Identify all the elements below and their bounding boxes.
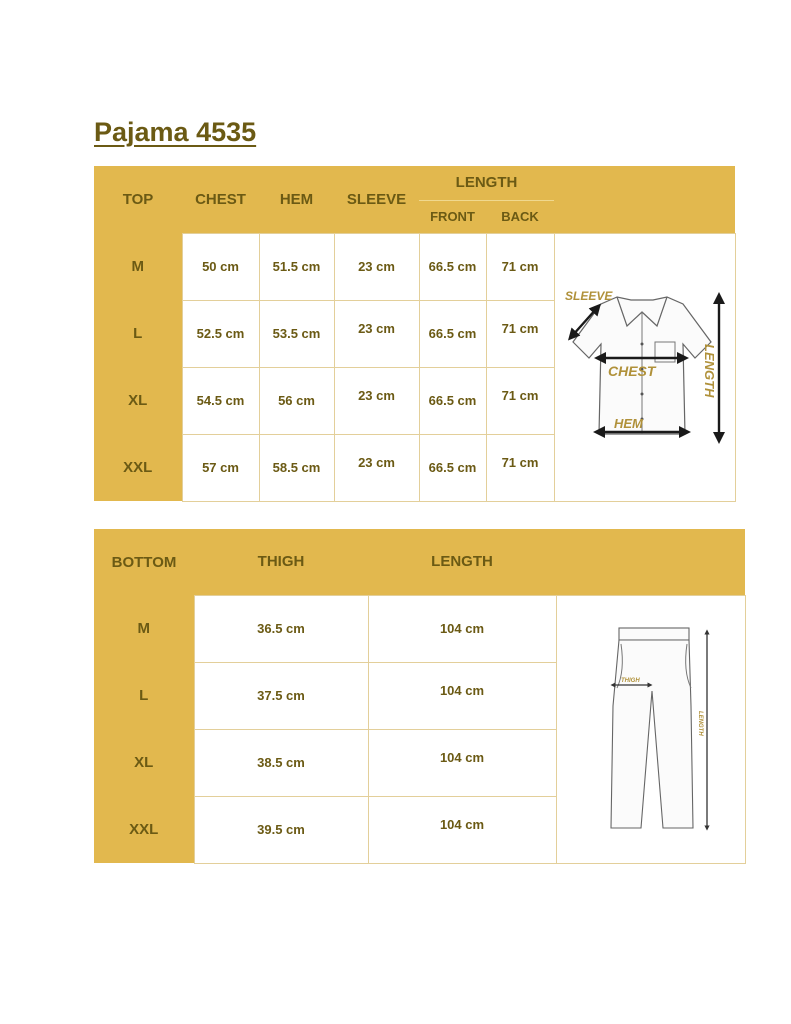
top-size-xl: XL <box>94 367 182 434</box>
bottom-length-l: 104 cm <box>368 662 556 729</box>
front-l: 66.5 cm <box>419 300 486 367</box>
top-size-m: M <box>94 233 182 300</box>
bottom-length-xxl: 104 cm <box>368 796 556 863</box>
top-size-table <box>94 166 736 502</box>
top-size-l: L <box>94 300 182 367</box>
thigh-diagram-label: THIGH <box>620 677 640 684</box>
sleeve-header: SLEEVE <box>334 166 419 233</box>
bottom-length-m: 104 cm <box>368 595 556 662</box>
bottom-size-xxl: XXL <box>94 796 194 863</box>
hem-header: HEM <box>259 166 334 233</box>
thigh-m: 36.5 cm <box>194 595 368 662</box>
bottom-size-header: BOTTOM <box>94 529 194 595</box>
front-xl: 66.5 cm <box>419 367 486 434</box>
chest-xxl: 57 cm <box>182 434 259 501</box>
length-header: LENGTH <box>419 166 554 200</box>
thigh-xxl: 39.5 cm <box>194 796 368 863</box>
front-header: FRONT <box>419 200 486 233</box>
hem-xxl: 58.5 cm <box>259 434 334 501</box>
pants-length-diagram-label: LENGTH <box>696 710 703 736</box>
thigh-header: THIGH <box>194 529 368 595</box>
back-l: 71 cm <box>486 300 554 367</box>
pants-diagram <box>557 596 745 858</box>
sleeve-xl: 23 cm <box>334 367 419 434</box>
front-xxl: 66.5 cm <box>419 434 486 501</box>
thigh-l: 37.5 cm <box>194 662 368 729</box>
hem-m: 51.5 cm <box>259 233 334 300</box>
shirt-diagram-cell <box>554 233 735 501</box>
chest-m: 50 cm <box>182 233 259 300</box>
back-xl: 71 cm <box>486 367 554 434</box>
bottom-length-xl: 104 cm <box>368 729 556 796</box>
back-xxl: 71 cm <box>486 434 554 501</box>
bottom-length-header: LENGTH <box>368 529 556 595</box>
top-size-xxl: XXL <box>94 434 182 501</box>
top-header-blank <box>554 166 735 200</box>
length-diagram-label: LENGTH <box>701 343 717 397</box>
chest-header: CHEST <box>182 166 259 233</box>
hem-xl: 56 cm <box>259 367 334 434</box>
front-m: 66.5 cm <box>419 233 486 300</box>
bottom-size-m: M <box>94 595 194 662</box>
back-header: BACK <box>486 200 554 233</box>
hem-l: 53.5 cm <box>259 300 334 367</box>
shirt-diagram <box>555 234 735 496</box>
bottom-size-xl: XL <box>94 729 194 796</box>
pants-outline <box>611 640 693 828</box>
hem-diagram-label: HEM <box>613 415 643 431</box>
chest-xl: 54.5 cm <box>182 367 259 434</box>
top-header-blank-2 <box>554 200 735 233</box>
sleeve-diagram-label: SLEEVE <box>564 288 612 303</box>
back-m: 71 cm <box>486 233 554 300</box>
sleeve-l: 23 cm <box>334 300 419 367</box>
thigh-xl: 38.5 cm <box>194 729 368 796</box>
sleeve-m: 23 cm <box>334 233 419 300</box>
bottom-size-l: L <box>94 662 194 729</box>
sleeve-xxl: 23 cm <box>334 434 419 501</box>
chest-l: 52.5 cm <box>182 300 259 367</box>
bottom-header-blank <box>556 529 745 595</box>
chest-diagram-label: CHEST <box>607 362 655 379</box>
pants-diagram-cell <box>556 595 745 863</box>
page-title: Pajama 4535 <box>94 117 257 147</box>
bottom-size-table <box>94 529 746 864</box>
top-size-header: TOP <box>94 166 182 233</box>
pants-waistband <box>619 628 689 640</box>
